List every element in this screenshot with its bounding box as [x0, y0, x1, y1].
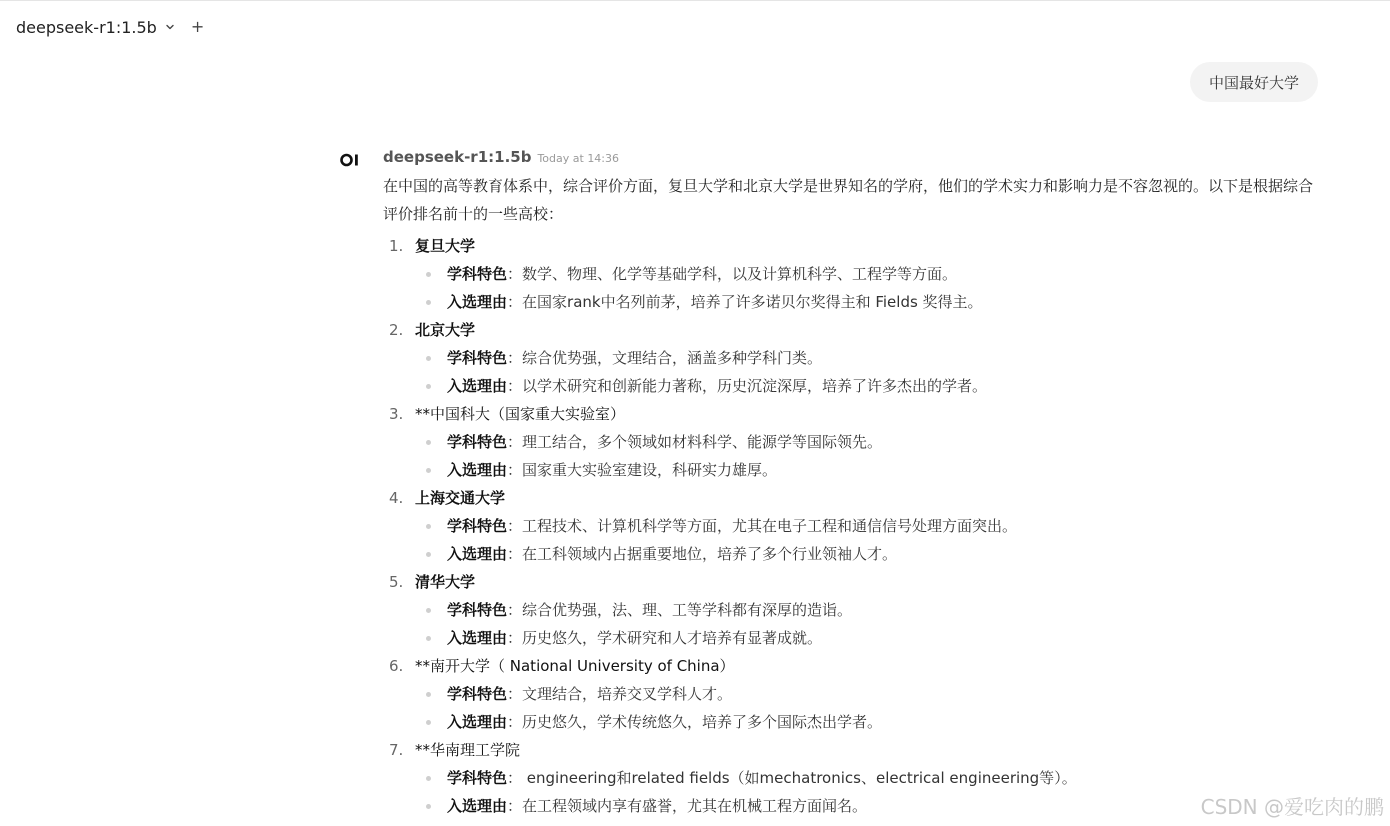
chat-header — [16, 14, 204, 40]
point-list — [415, 428, 1323, 484]
university-name: 清华大学 — [415, 573, 476, 591]
point-text: 以学术研究和创新能力著称，历史沉淀深厚，培养了许多杰出的学者。 — [522, 377, 988, 395]
point-text: 数学、物理、化学等基础学科，以及计算机科学、工程学等方面。 — [522, 265, 958, 283]
point-label: 学科特色 — [447, 517, 508, 535]
bullet-icon — [426, 356, 431, 361]
university-name: **华南理工学院 — [415, 741, 521, 759]
point-label: 入选理由 — [447, 377, 508, 395]
list-item-number: 4. — [389, 489, 404, 507]
point-separator: ： — [507, 265, 523, 283]
list-item — [415, 512, 1323, 540]
bullet-icon — [426, 804, 431, 809]
point-label: 入选理由 — [447, 629, 508, 647]
list-item-number: 6. — [389, 657, 404, 675]
university-name: 复旦大学 — [415, 237, 476, 255]
point-text: 历史悠久，学术传统悠久，培养了多个国际杰出学者。 — [522, 713, 883, 731]
bullet-icon — [426, 524, 431, 529]
point-label: 入选理由 — [447, 461, 508, 479]
add-model-button[interactable]: + — [190, 17, 205, 36]
bullet-icon — [426, 300, 431, 305]
bullet-icon — [426, 636, 431, 641]
point-list — [415, 512, 1323, 568]
university-name: 北京大学 — [415, 321, 476, 339]
point-text: 综合优势强，文理结合，涵盖多种学科门类。 — [522, 349, 823, 367]
point-label: 入选理由 — [447, 797, 508, 815]
point-list — [415, 764, 1323, 820]
bullet-icon — [426, 552, 431, 557]
chevron-down-icon[interactable] — [163, 20, 177, 34]
point-text: 工程技术、计算机科学等方面，尤其在电子工程和通信信号处理方面突出。 — [522, 517, 1018, 535]
bullet-icon — [426, 608, 431, 613]
point-separator: ： — [507, 517, 523, 535]
list-item — [415, 764, 1323, 792]
watermark: CSDN @爱吃肉的鹏 — [1200, 795, 1384, 819]
intro-paragraph: 在中国的高等教育体系中，综合评价方面，复旦大学和北京大学是世界知名的学府，他们的学术实力和影响力是不容忽视的。以下是根据综合评价排名前十的一些高校： — [383, 177, 1314, 223]
university-name: 上海交通大学 — [415, 489, 506, 507]
user-message-bubble — [1190, 62, 1318, 102]
point-text: engineering和related fields（如mechatronics、electrical engineering等）。 — [522, 769, 1077, 787]
list-item — [415, 344, 1323, 372]
point-text: 综合优势强，法、理、工等学科都有深厚的造诣。 — [522, 601, 853, 619]
point-separator: ： — [507, 461, 523, 479]
list-item — [415, 792, 1323, 820]
list-item — [415, 708, 1323, 736]
point-label: 学科特色 — [447, 769, 508, 787]
list-item — [415, 456, 1323, 484]
university-list — [383, 232, 1323, 820]
list-item — [415, 372, 1323, 400]
point-text: 国家重大实验室建设，科研实力雄厚。 — [522, 461, 778, 479]
list-item — [383, 232, 1323, 316]
point-separator: ： — [507, 433, 523, 451]
point-list — [415, 260, 1323, 316]
list-item — [415, 596, 1323, 624]
point-separator: ： — [507, 713, 523, 731]
assistant-message-body — [383, 148, 1323, 820]
point-separator: ： — [507, 377, 523, 395]
point-label: 入选理由 — [447, 545, 508, 563]
list-item — [383, 484, 1323, 568]
point-separator: ： — [507, 769, 523, 787]
point-text: 在国家rank中名列前茅，培养了许多诺贝尔奖得主和 Fields 奖得主。 — [522, 293, 983, 311]
point-text: 文理结合，培养交叉学科人才。 — [522, 685, 733, 703]
point-separator: ： — [507, 545, 523, 563]
assistant-name: deepseek-r1:1.5b — [383, 148, 532, 166]
point-separator: ： — [507, 629, 523, 647]
point-separator: ： — [507, 685, 523, 703]
point-label: 学科特色 — [447, 349, 508, 367]
point-separator: ： — [507, 797, 523, 815]
point-list — [415, 344, 1323, 400]
bullet-icon — [426, 440, 431, 445]
point-text: 历史悠久，学术研究和人才培养有显著成就。 — [522, 629, 823, 647]
list-item — [415, 428, 1323, 456]
list-item — [383, 736, 1323, 820]
list-item — [383, 316, 1323, 400]
top-border — [0, 0, 1390, 1]
university-name: **中国科大（国家重大实验室） — [415, 405, 626, 423]
list-item — [415, 624, 1323, 652]
point-label: 入选理由 — [447, 293, 508, 311]
point-label: 学科特色 — [447, 601, 508, 619]
point-separator: ： — [507, 293, 523, 311]
list-item — [415, 540, 1323, 568]
user-message-text: 中国最好大学 — [1208, 73, 1299, 92]
point-text: 在工科领域内占据重要地位，培养了多个行业领袖人才。 — [522, 545, 898, 563]
list-item — [415, 680, 1323, 708]
point-separator: ： — [507, 601, 523, 619]
list-item-number: 2. — [389, 321, 404, 339]
list-item — [383, 652, 1323, 736]
bullet-icon — [426, 776, 431, 781]
message-timestamp: Today at 14:36 — [537, 152, 620, 165]
list-item — [415, 288, 1323, 316]
model-selector[interactable]: deepseek-r1:1.5b — [16, 17, 157, 37]
list-item — [415, 260, 1323, 288]
bullet-icon — [426, 468, 431, 473]
list-item — [383, 568, 1323, 652]
bullet-icon — [426, 720, 431, 725]
list-item-number: 5. — [389, 573, 404, 591]
list-item-number: 7. — [389, 741, 404, 759]
point-label: 入选理由 — [447, 713, 508, 731]
point-list — [415, 596, 1323, 652]
bullet-icon — [426, 692, 431, 697]
bullet-icon — [426, 272, 431, 277]
point-label: 学科特色 — [447, 685, 508, 703]
openwebui-logo-icon — [340, 152, 364, 172]
point-text: 在工程领域内享有盛誉，尤其在机械工程方面闻名。 — [522, 797, 868, 815]
list-item-number: 1. — [389, 237, 404, 255]
point-separator: ： — [507, 349, 523, 367]
point-label: 学科特色 — [447, 433, 508, 451]
list-item-number: 3. — [389, 405, 404, 423]
point-label: 学科特色 — [447, 265, 508, 283]
point-list — [415, 680, 1323, 736]
list-item — [383, 400, 1323, 484]
university-name: **南开大学（ National University of China） — [415, 657, 735, 675]
point-text: 理工结合，多个领域如材料科学、能源学等国际领先。 — [522, 433, 883, 451]
bullet-icon — [426, 384, 431, 389]
message-meta — [383, 148, 1323, 170]
